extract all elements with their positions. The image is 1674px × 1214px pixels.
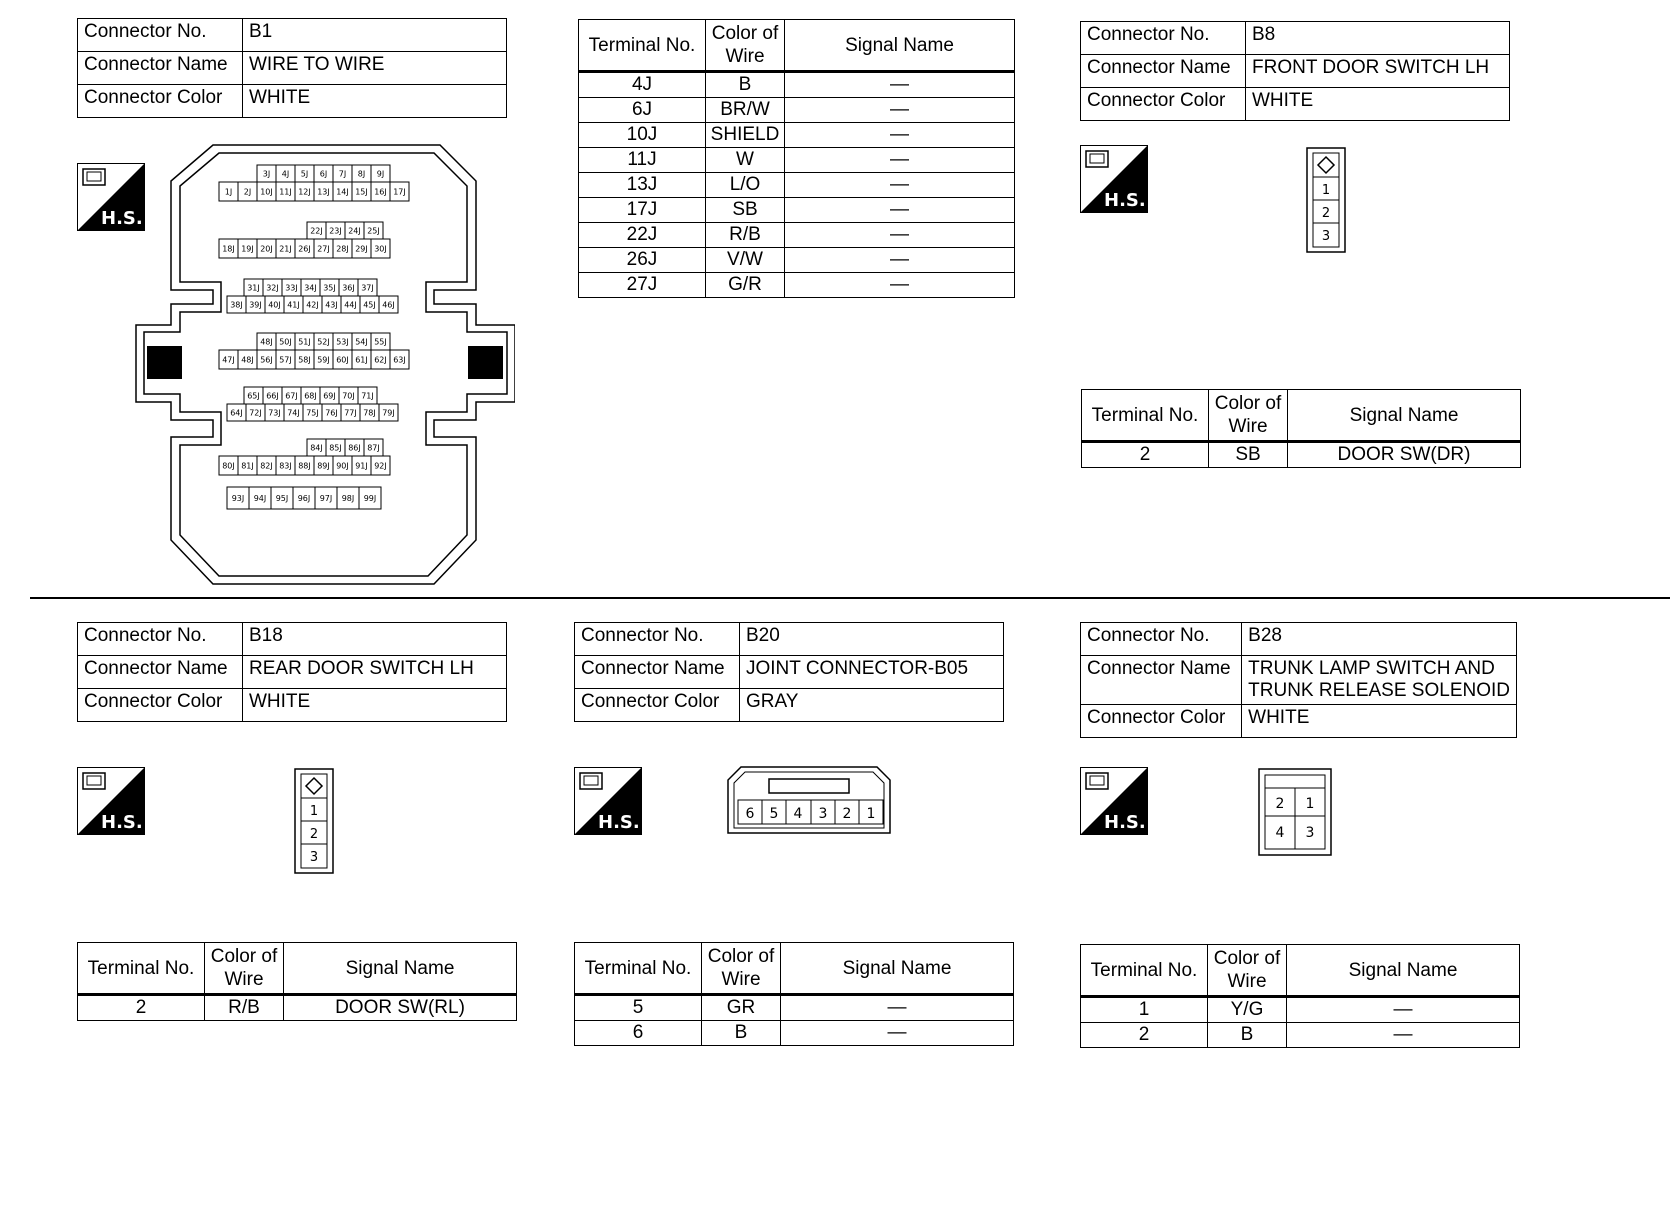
pin-label: 2 xyxy=(1321,206,1331,221)
pin-label: 6J xyxy=(319,169,328,179)
pin-label: 28J xyxy=(336,244,349,254)
pin-label: 3 xyxy=(1321,229,1331,244)
signal-name-header: Signal Name xyxy=(785,20,1015,72)
pin-label: 97J xyxy=(319,494,333,503)
pin-label: 3J xyxy=(262,169,271,179)
wire-color-cell: B xyxy=(706,72,785,98)
connector-color-value: WHITE xyxy=(243,689,507,722)
wire-color-cell: Y/G xyxy=(1208,997,1287,1023)
pin-label: 36J xyxy=(342,283,355,293)
pin-label: 81J xyxy=(241,461,254,471)
connector-color-label: Connector Color xyxy=(78,85,243,118)
terminal-no-cell: 11J xyxy=(579,148,706,173)
table-row xyxy=(78,995,517,1021)
pin-label: 11J xyxy=(279,187,292,197)
pin-label: 88J xyxy=(298,461,311,471)
wire-color-cell: R/B xyxy=(205,995,284,1021)
terminal-no-header: Terminal No. xyxy=(78,943,205,995)
pin-label: 3 xyxy=(1305,825,1315,841)
pin-label: 74J xyxy=(287,408,300,418)
pin-label: 40J xyxy=(268,300,281,310)
pin-label: 50J xyxy=(279,337,292,347)
pin-label: 12J xyxy=(298,187,311,197)
hs-label: H.S. xyxy=(1104,190,1146,211)
signal-name-cell: — xyxy=(785,198,1015,223)
pin-label: 3 xyxy=(818,806,828,822)
terminal-no-header: Terminal No. xyxy=(1082,390,1209,442)
pin-label: 71J xyxy=(361,391,374,401)
pin-label: 68J xyxy=(304,391,317,401)
connector-color-label: Connector Color xyxy=(1081,88,1246,121)
pin-label: 90J xyxy=(336,461,349,471)
pin-label: 5 xyxy=(769,806,779,822)
terminal-no-cell: 26J xyxy=(579,248,706,273)
connector-name-value: JOINT CONNECTOR-B05 xyxy=(740,656,1004,689)
terminal-no-cell: 13J xyxy=(579,173,706,198)
pin-label: 26J xyxy=(298,244,311,254)
b1-terminal-rows xyxy=(579,72,1015,298)
wire-color-cell: BR/W xyxy=(706,98,785,123)
table-row xyxy=(1082,442,1521,468)
wire-color-header: Color of Wire xyxy=(706,20,785,72)
signal-name-cell: — xyxy=(785,72,1015,98)
signal-name-cell: — xyxy=(785,98,1015,123)
connector-name-label: Connector Name xyxy=(78,52,243,85)
connector-no-value: B8 xyxy=(1246,22,1510,55)
b18-info-table xyxy=(77,622,507,722)
pin-label: 89J xyxy=(317,461,330,471)
pin-label: 65J xyxy=(247,391,260,401)
terminal-no-header: Terminal No. xyxy=(575,943,702,995)
pin-label: 3 xyxy=(309,850,319,865)
pin-label: 86J xyxy=(348,443,361,453)
b18-connector-face xyxy=(294,768,334,874)
pin-label: 2 xyxy=(309,827,319,842)
b28-connector-face xyxy=(1258,768,1332,856)
b18-terminal-table xyxy=(77,942,517,1021)
terminal-no-cell: 10J xyxy=(579,123,706,148)
b8-info-table xyxy=(1080,21,1510,121)
pin-label: 82J xyxy=(260,461,273,471)
b1-terminal-table xyxy=(578,19,1015,298)
pin-label: 2J xyxy=(243,187,252,197)
signal-name-header: Signal Name xyxy=(1288,390,1521,442)
connector-name-label: Connector Name xyxy=(1081,656,1242,705)
hs-label: H.S. xyxy=(598,812,640,833)
pin-label: 2 xyxy=(842,806,852,822)
pin-label: 9J xyxy=(376,169,385,179)
pin-label: 25J xyxy=(367,226,380,236)
table-row xyxy=(575,1021,1014,1046)
hs-label: H.S. xyxy=(101,208,143,229)
pin-label: 37J xyxy=(361,283,374,293)
pin-label: 96J xyxy=(297,494,311,503)
connector-no-label: Connector No. xyxy=(78,623,243,656)
wire-color-header: Color of Wire xyxy=(1208,945,1287,997)
terminal-no-header: Terminal No. xyxy=(579,20,706,72)
signal-name-header: Signal Name xyxy=(284,943,517,995)
pin-label: 15J xyxy=(355,187,368,197)
harness-side-icon xyxy=(1080,145,1148,213)
b8-terminal-table xyxy=(1081,389,1521,468)
table-row xyxy=(1081,997,1520,1023)
wire-color-header: Color of Wire xyxy=(702,943,781,995)
pin-label: 51J xyxy=(298,337,311,347)
pin-label: 84J xyxy=(310,443,323,453)
signal-name-cell: — xyxy=(781,995,1014,1021)
pin-label: 70J xyxy=(342,391,355,401)
pin-label: 66J xyxy=(266,391,279,401)
signal-name-cell: — xyxy=(785,248,1015,273)
pin-label: 1J xyxy=(224,187,233,197)
pin-label: 53J xyxy=(336,337,349,347)
pin-label: 1 xyxy=(1321,183,1331,198)
pin-label: 8J xyxy=(357,169,366,179)
pin-label: 19J xyxy=(241,244,254,254)
connector-name-label: Connector Name xyxy=(575,656,740,689)
signal-name-cell: — xyxy=(785,123,1015,148)
pin-label: 62J xyxy=(374,355,387,365)
pin-label: 1 xyxy=(1305,796,1315,812)
pin-label: 61J xyxy=(355,355,368,365)
terminal-no-cell: 22J xyxy=(579,223,706,248)
table-row xyxy=(579,123,1015,148)
connector-name-value: REAR DOOR SWITCH LH xyxy=(243,656,507,689)
pin-label: 35J xyxy=(323,283,336,293)
b20-info-table xyxy=(574,622,1004,722)
pin-label: 16J xyxy=(374,187,387,197)
pin-label: 1 xyxy=(309,804,319,819)
pin-label: 54J xyxy=(355,337,368,347)
pin-label: 69J xyxy=(323,391,336,401)
pin-label: 39J xyxy=(249,300,262,310)
b20-connector-face xyxy=(727,766,891,834)
section-divider xyxy=(30,597,1670,599)
connector-no-label: Connector No. xyxy=(1081,623,1242,656)
pin-label: 46J xyxy=(382,300,395,310)
pin-label: 4 xyxy=(1275,825,1285,841)
pin-label: 23J xyxy=(329,226,342,236)
pin-label: 80J xyxy=(222,461,235,471)
harness-side-icon xyxy=(77,767,145,835)
terminal-no-cell: 6J xyxy=(579,98,706,123)
pin-label: 75J xyxy=(306,408,319,418)
wire-color-cell: V/W xyxy=(706,248,785,273)
signal-name-cell: — xyxy=(785,273,1015,298)
b1-connector-face xyxy=(135,142,515,587)
harness-side-icon xyxy=(1080,767,1148,835)
terminal-no-cell: 2 xyxy=(78,995,205,1021)
pin-label: 93J xyxy=(231,494,245,503)
pin-label: 21J xyxy=(279,244,292,254)
connector-color-value: WHITE xyxy=(1246,88,1510,121)
b28-info-table xyxy=(1080,622,1517,738)
pin-label: 95J xyxy=(275,494,289,503)
pin-label: 14J xyxy=(336,187,349,197)
pin-label: 99J xyxy=(363,494,377,503)
connector-name-label: Connector Name xyxy=(78,656,243,689)
wire-color-header: Color of Wire xyxy=(205,943,284,995)
pin-label: 5J xyxy=(300,169,309,179)
table-row xyxy=(579,173,1015,198)
terminal-no-cell: 17J xyxy=(579,198,706,223)
pin-label: 98J xyxy=(341,494,355,503)
signal-name-cell: DOOR SW(RL) xyxy=(284,995,517,1021)
pin-label: 92J xyxy=(374,461,387,471)
terminal-no-cell: 4J xyxy=(579,72,706,98)
signal-name-cell: — xyxy=(1287,1023,1520,1048)
pin-label: 4J xyxy=(281,169,290,179)
wire-color-cell: SHIELD xyxy=(706,123,785,148)
pin-label: 31J xyxy=(247,283,260,293)
terminal-no-header: Terminal No. xyxy=(1081,945,1208,997)
signal-name-cell: — xyxy=(785,223,1015,248)
pin-label: 57J xyxy=(279,355,292,365)
connector-no-value: B1 xyxy=(243,19,507,52)
pin-label: 58J xyxy=(298,355,311,365)
signal-name-header: Signal Name xyxy=(781,943,1014,995)
connector-color-label: Connector Color xyxy=(1081,705,1242,738)
pin-label: 48J xyxy=(241,355,254,365)
table-row xyxy=(1081,1023,1520,1048)
connector-color-label: Connector Color xyxy=(575,689,740,722)
pin-label: 27J xyxy=(317,244,330,254)
hs-label: H.S. xyxy=(101,812,143,833)
pin-label: 77J xyxy=(344,408,357,418)
pin-label: 30J xyxy=(374,244,387,254)
table-row xyxy=(579,223,1015,248)
terminal-no-cell: 6 xyxy=(575,1021,702,1046)
pin-label: 32J xyxy=(266,283,279,293)
pin-label: 72J xyxy=(249,408,262,418)
wire-color-cell: B xyxy=(1208,1023,1287,1048)
pin-label: 1 xyxy=(866,806,876,822)
connector-no-value: B28 xyxy=(1242,623,1517,656)
pin-label: 45J xyxy=(363,300,376,310)
harness-side-icon xyxy=(574,767,642,835)
connector-name-label: Connector Name xyxy=(1081,55,1246,88)
pin-label: 91J xyxy=(355,461,368,471)
b8-connector-face xyxy=(1306,147,1346,253)
table-row xyxy=(579,148,1015,173)
pin-label: 63J xyxy=(393,355,406,365)
wire-color-cell: G/R xyxy=(706,273,785,298)
wire-color-cell: GR xyxy=(702,995,781,1021)
pin-label: 60J xyxy=(336,355,349,365)
pin-label: 83J xyxy=(279,461,292,471)
signal-name-cell: — xyxy=(1287,997,1520,1023)
pin-label: 42J xyxy=(306,300,319,310)
pin-label: 44J xyxy=(344,300,357,310)
wire-color-cell: SB xyxy=(1209,442,1288,468)
table-row xyxy=(575,995,1014,1021)
wire-color-cell: SB xyxy=(706,198,785,223)
connector-no-value: B20 xyxy=(740,623,1004,656)
pin-label: 47J xyxy=(222,355,235,365)
terminal-no-cell: 1 xyxy=(1081,997,1208,1023)
pin-label: 2 xyxy=(1275,796,1285,812)
connector-color-value: GRAY xyxy=(740,689,1004,722)
connector-no-label: Connector No. xyxy=(78,19,243,52)
pin-label: 73J xyxy=(268,408,281,418)
b28-terminal-table xyxy=(1080,944,1520,1048)
pin-label: 59J xyxy=(317,355,330,365)
table-row xyxy=(579,72,1015,98)
pin-label: 41J xyxy=(287,300,300,310)
signal-name-cell: DOOR SW(DR) xyxy=(1288,442,1521,468)
connector-no-label: Connector No. xyxy=(575,623,740,656)
connector-name-value: WIRE TO WIRE xyxy=(243,52,507,85)
pin-label: 18J xyxy=(222,244,235,254)
wire-color-cell: L/O xyxy=(706,173,785,198)
table-row xyxy=(579,248,1015,273)
pin-label: 22J xyxy=(310,226,323,236)
pin-label: 43J xyxy=(325,300,338,310)
connector-color-value: WHITE xyxy=(243,85,507,118)
pin-label: 38J xyxy=(230,300,243,310)
terminal-no-cell: 2 xyxy=(1082,442,1209,468)
pin-label: 79J xyxy=(382,408,395,418)
wire-color-cell: R/B xyxy=(706,223,785,248)
pin-label: 17J xyxy=(393,187,406,197)
pin-label: 20J xyxy=(260,244,273,254)
pin-label: 34J xyxy=(304,283,317,293)
connector-no-label: Connector No. xyxy=(1081,22,1246,55)
pin-label: 7J xyxy=(338,169,347,179)
pin-label: 4 xyxy=(793,806,803,822)
terminal-no-cell: 5 xyxy=(575,995,702,1021)
signal-name-header: Signal Name xyxy=(1287,945,1520,997)
pin-label: 24J xyxy=(348,226,361,236)
b1-info-table xyxy=(77,18,507,118)
pin-label: 48J xyxy=(260,337,273,347)
connector-name-value: TRUNK LAMP SWITCH AND TRUNK RELEASE SOLENOID xyxy=(1242,656,1517,705)
table-row xyxy=(579,273,1015,298)
pin-label: 76J xyxy=(325,408,338,418)
pin-label: 55J xyxy=(374,337,387,347)
terminal-no-cell: 27J xyxy=(579,273,706,298)
pin-label: 6 xyxy=(745,806,755,822)
pin-label: 29J xyxy=(355,244,368,254)
pin-label: 87J xyxy=(367,443,380,453)
signal-name-cell: — xyxy=(781,1021,1014,1046)
pin-label: 78J xyxy=(363,408,376,418)
pin-label: 85J xyxy=(329,443,342,453)
wire-color-header: Color of Wire xyxy=(1209,390,1288,442)
pin-label: 10J xyxy=(260,187,273,197)
connector-color-value: WHITE xyxy=(1242,705,1517,738)
pin-label: 56J xyxy=(260,355,273,365)
table-row xyxy=(579,98,1015,123)
pin-label: 94J xyxy=(253,494,267,503)
pin-label: 64J xyxy=(230,408,243,418)
hs-label: H.S. xyxy=(1104,812,1146,833)
table-row xyxy=(579,198,1015,223)
connector-no-value: B18 xyxy=(243,623,507,656)
b20-terminal-table xyxy=(574,942,1014,1046)
pin-label: 52J xyxy=(317,337,330,347)
pin-label: 67J xyxy=(285,391,298,401)
wire-color-cell: W xyxy=(706,148,785,173)
terminal-no-cell: 2 xyxy=(1081,1023,1208,1048)
pin-label: 33J xyxy=(285,283,298,293)
signal-name-cell: — xyxy=(785,148,1015,173)
signal-name-cell: — xyxy=(785,173,1015,198)
connector-name-value: FRONT DOOR SWITCH LH xyxy=(1246,55,1510,88)
wire-color-cell: B xyxy=(702,1021,781,1046)
pin-label: 13J xyxy=(317,187,330,197)
connector-color-label: Connector Color xyxy=(78,689,243,722)
